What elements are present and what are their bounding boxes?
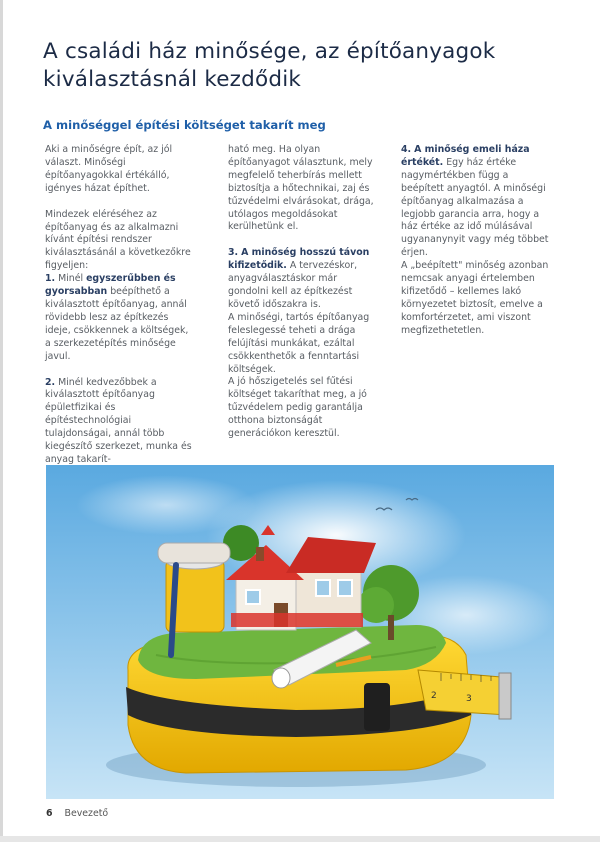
list-text: A tervezéskor, anyagválasztáskor már gondolni kell az építkezést követő időszakra is. [228, 260, 358, 310]
section-subtitle: A minőséggel építési költséget takarít meg [43, 118, 326, 132]
list-text-prefix: Minél [58, 273, 87, 285]
paragraph: A jó hőszigetelés sel fűtési költséget takaríthat meg, a jó tűzvédelem pedig garantálja otthona biztonságát generációkon keresztül. [228, 376, 367, 440]
tape-number: 3 [466, 694, 472, 704]
paragraph: Aki a minőségre épít, az jól választ. Minőségi építőanyagokkal értékálló, igényes házat építhet. [45, 144, 173, 194]
list-text: Egy ház értéke nagymértékben függ a beépített anyagtól. A minőségi építőanyag alkalmazása a legjobb garancia arra, hogy a ház értéke az idő múlásával ugyananynyit vagy még többet érjen. [401, 156, 549, 259]
text-column-3 [401, 144, 553, 338]
list-number: 1. [45, 273, 56, 285]
page-edge [0, 836, 600, 842]
page-title: A családi ház minősége, az építőanyagok kiválasztásnál kezdődik [43, 39, 496, 92]
paragraph: A minőségi, tartós építőanyag feleslegessé teheti a drága felújítási munkákat, ezáltal csökkenthetők a fenntartási költségek. [228, 311, 370, 375]
list-lead: A minőség emeli háza értékét. [401, 144, 530, 168]
footer-section: Bevezető [64, 808, 109, 819]
list-number: 4. [401, 144, 412, 155]
list-text-bold: egyszerűbben és gyorsabban [45, 273, 176, 298]
list-text: Minél kedvezőbbek a kiválasztott építőanyag épületfizikai és építéstechnológiai tulajdonságai, annál több kiegészítő szerkezet, munka és anyag takarít- [45, 376, 192, 465]
tape-number: 2 [431, 691, 437, 701]
paragraph: A „beépített" minőség azonban nemcsak anyagi értelemben kifizetődő – kellemes lakó környezetet biztosít, emelve a komfortérzetet, ami viszont megfizethetetlen. [401, 260, 549, 336]
paragraph: Mindezek eléréséhez az építőanyag és az alkalmazni kívánt építési rendszer kiválasztásánál a következőkre figyeljen: [45, 208, 191, 272]
page-number: 6 [46, 808, 53, 819]
list-lead: A minőség hosszú távon kifizetődik. [228, 247, 370, 272]
list-item-2 [45, 377, 195, 467]
page-edge [0, 0, 3, 842]
list-item-3 [228, 247, 378, 312]
list-item-4 [401, 144, 553, 260]
list-number: 3. [228, 247, 239, 259]
list-text-suffix: beépíthető a kiválasztott építőanyag, annál rövidebb lesz az építkezés ideje, csökkennek a költségek, a szerkezetépítés minősége javul. [45, 286, 189, 362]
list-number: 2. [45, 376, 56, 388]
text-column-2 [228, 144, 378, 441]
house-on-tape-measure-illustration [46, 465, 554, 799]
text-column-1 [45, 144, 195, 467]
page-footer [46, 808, 108, 819]
paragraph: ható meg. Ha olyan építőanyagot választunk, mely megfelelő teherbírás mellett biztosítja a hőtechnikai, zaj és tűzvédelmi elvárásokat, drága, utólagos megoldásokat kerülhetünk el. [228, 144, 374, 233]
list-item-1 [45, 273, 195, 363]
paint-roller [158, 543, 230, 563]
